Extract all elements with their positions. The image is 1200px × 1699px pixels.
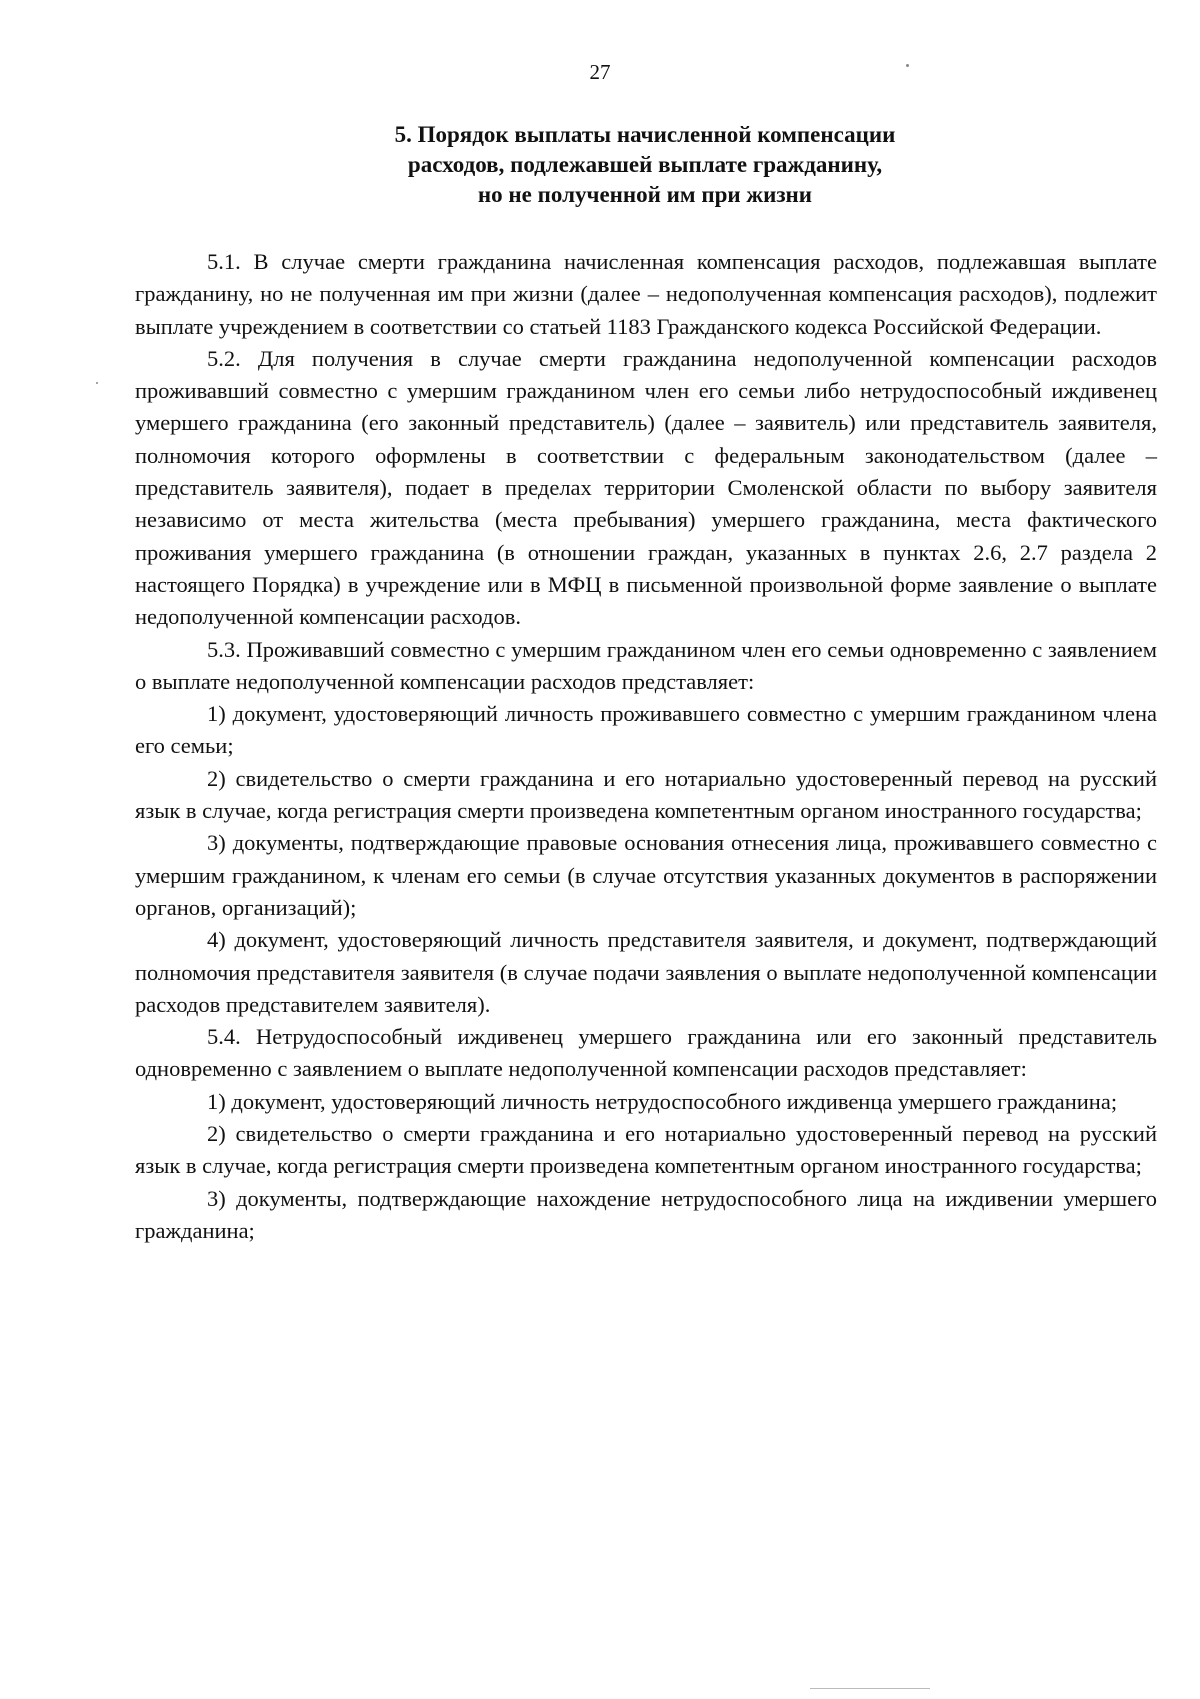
- list-item: 2) свидетельство о смерти гражданина и его нотариально удостоверенный перевод на русский язык в случае, когда регистрация смерти произведена компетентным органом иностранного государства;: [135, 765, 1157, 824]
- scan-artifact: [906, 64, 909, 67]
- list-item: 4) документ, удостоверяющий личность представителя заявителя, и документ, подтверждающий полномочия представителя заявителя (в случае подачи заявления о выплате недополученной компенсации расходов представителем заявителя).: [135, 927, 1157, 1017]
- list-item: 1) документ, удостоверяющий личность нетрудоспособного иждивенца умершего гражданина;: [207, 1088, 1118, 1114]
- section-title-line: 5. Порядок выплаты начисленной компенсации: [394, 122, 896, 147]
- scan-artifact: [96, 382, 98, 384]
- list-item: 2) свидетельство о смерти гражданина и его нотариально удостоверенный перевод на русский язык в случае, когда регистрация смерти произведена компетентным органом иностранного государства;: [135, 1121, 1157, 1179]
- scan-artifact: [810, 1688, 930, 1689]
- list-item: 3) документы, подтверждающие нахождение нетрудоспособного лица на иждивении умершего гражданина;: [135, 1185, 1157, 1243]
- section-title-line: расходов, подлежавшей выплате гражданину,: [407, 152, 883, 177]
- paragraph-5-3: 5.3. Проживавший совместно с умершим гражданином член его семьи одновременно с заявлением о выплате недополученной компенсации расходов представляет:: [135, 636, 1157, 694]
- list-item: 3) документы, подтверждающие правовые основания отнесения лица, проживавшего совместно с умершим гражданином, к членам его семьи (в случае отсутствия указанных документов в распоряжении органов, организаций);: [135, 830, 1157, 920]
- page-number: 27: [589, 60, 611, 84]
- document-body: [135, 246, 1157, 1247]
- paragraph-5-2: 5.2. Для получения в случае смерти гражданина недополученной компенсации расходов проживавший совместно с умершим гражданином член его семьи либо нетрудоспособный иждивенец умершего гражданина (его законный представитель) (далее – заявитель) или представитель заявителя, полномочия которого оформлены в соответствии с федеральным законодательством (далее – представитель заявителя), подает в пределах территории Смоленской области по выбору заявителя независимо от места жительства (места пребывания) умершего гражданина, места фактического проживания умершего гражданина (в отношении граждан, указанных в пунктах 2.6, 2.7 раздела 2 настоящего Порядка) в учреждение или в МФЦ в письменной произвольной форме заявление о выплате недополученной компенсации расходов.: [135, 345, 1157, 630]
- section-title: [135, 120, 1155, 210]
- paragraph-5-4: 5.4. Нетрудоспособный иждивенец умершего гражданина или его законный представитель одновременно с заявлением о выплате недополученной компенсации расходов представляет:: [135, 1024, 1157, 1082]
- paragraph-5-1: 5.1. В случае смерти гражданина начисленная компенсация расходов, подлежавшая выплате гражданину, но не полученная им при жизни (далее – недополученная компенсация расходов), подлежит выплате учреждением в соответствии со статьей 1183 Гражданского кодекса Российской Федерации.: [135, 249, 1157, 339]
- section-title-line: но не полученной им при жизни: [477, 182, 813, 207]
- list-item: 1) документ, удостоверяющий личность проживавшего совместно с умершим гражданином члена его семьи;: [135, 701, 1157, 759]
